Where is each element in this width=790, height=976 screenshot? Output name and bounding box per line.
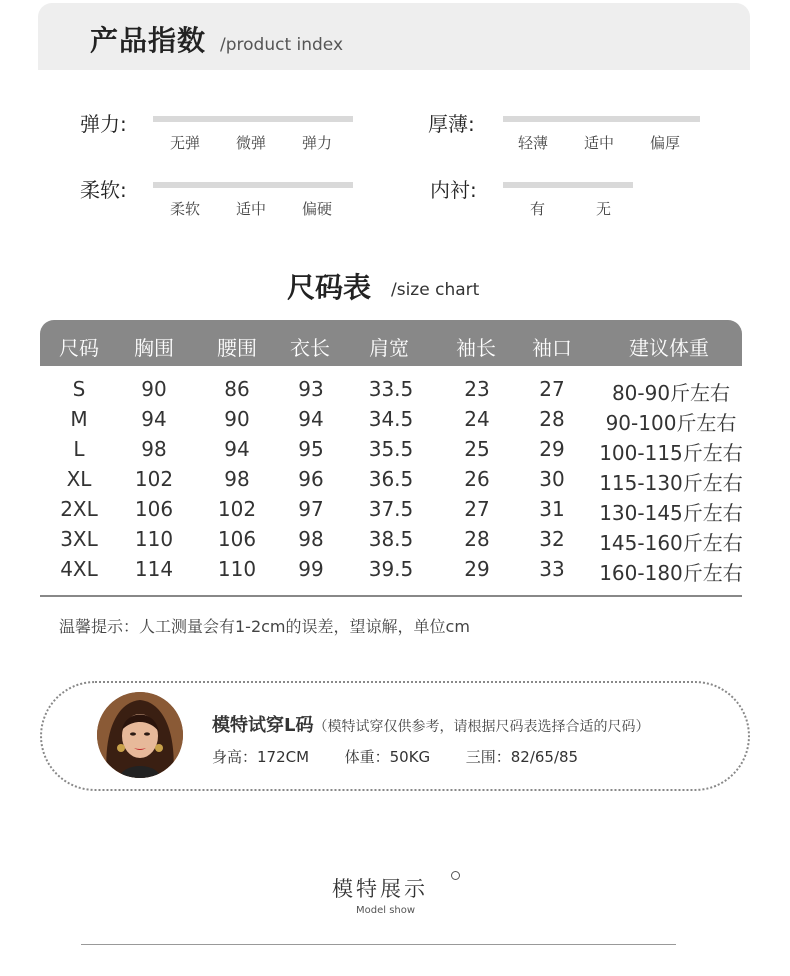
table-cell: 31 — [539, 497, 565, 521]
elasticity-option: 无弹 — [170, 134, 201, 152]
thickness-option: 适中 — [584, 134, 615, 152]
model-height: 身高：172CM — [212, 748, 310, 766]
table-cell: 39.5 — [368, 557, 414, 581]
size-cell: XL — [66, 467, 92, 491]
table-cell: 29 — [539, 437, 565, 461]
size-table-header — [40, 320, 742, 366]
table-cell: 102 — [134, 467, 174, 491]
table-cell: 90 — [141, 377, 167, 401]
table-cell: 98 — [141, 437, 167, 461]
table-cell: 94 — [298, 407, 324, 431]
column-header: 胸围 — [134, 336, 174, 360]
model-avatar — [97, 692, 183, 778]
table-cell: 24 — [464, 407, 490, 431]
model-stats-line — [212, 746, 578, 767]
table-cell: 28 — [464, 527, 490, 551]
table-cell: 94 — [141, 407, 167, 431]
table-cell: 94 — [224, 437, 250, 461]
model-show-title: 模特展示 — [332, 877, 428, 901]
table-cell: 99 — [298, 557, 324, 581]
size-cell: L — [73, 437, 85, 461]
column-header: 衣长 — [290, 336, 330, 360]
table-cell: 160-180斤左右 — [599, 561, 743, 585]
header-band — [38, 3, 750, 70]
column-header: 袖长 — [456, 336, 496, 360]
avatar-image — [97, 692, 183, 778]
section-subtitle: /product index — [220, 35, 344, 55]
size-cell: S — [72, 377, 86, 401]
column-header: 建议体重 — [629, 336, 709, 360]
table-cell: 34.5 — [368, 407, 414, 431]
softness-option: 适中 — [236, 200, 267, 218]
thickness-option: 偏厚 — [650, 134, 681, 152]
table-cell: 36.5 — [368, 467, 414, 491]
softness-option: 柔软 — [170, 200, 201, 218]
table-cell: 33 — [539, 557, 565, 581]
table-cell: 106 — [134, 497, 174, 521]
column-header: 腰围 — [217, 336, 257, 360]
table-cell: 30 — [539, 467, 565, 491]
column-header: 袖口 — [532, 336, 572, 360]
lining-option: 无 — [596, 200, 612, 218]
table-cell: 98 — [224, 467, 250, 491]
table-cell: 93 — [298, 377, 324, 401]
table-cell: 114 — [134, 557, 174, 581]
table-cell: 38.5 — [368, 527, 414, 551]
table-cell: 23 — [464, 377, 490, 401]
table-cell: 28 — [539, 407, 565, 431]
softness-bar — [153, 182, 353, 188]
thickness-option: 轻薄 — [518, 134, 549, 152]
table-cell: 106 — [217, 527, 257, 551]
table-cell: 35.5 — [368, 437, 414, 461]
elasticity-option: 弹力 — [302, 134, 333, 152]
lining-label: 内衬: — [430, 178, 477, 202]
softness-label: 柔软: — [80, 178, 127, 202]
size-cell: 2XL — [60, 497, 98, 521]
model-weight: 体重：50KG — [344, 748, 431, 766]
table-divider — [40, 595, 742, 597]
bottom-divider — [81, 944, 676, 945]
size-chart-subtitle: /size chart — [391, 280, 480, 300]
table-cell: 97 — [298, 497, 324, 521]
softness-option: 偏硬 — [302, 200, 333, 218]
table-cell: 86 — [224, 377, 250, 401]
size-cell: M — [70, 407, 88, 431]
table-cell: 95 — [298, 437, 324, 461]
circle-icon — [451, 871, 460, 880]
model-measurements: 三围：82/65/85 — [465, 748, 579, 766]
table-cell: 110 — [217, 557, 257, 581]
table-cell: 110 — [134, 527, 174, 551]
column-header: 肩宽 — [369, 336, 409, 360]
model-size-main: 模特试穿L码 — [212, 715, 314, 736]
thickness-bar — [503, 116, 700, 122]
lining-bar — [503, 182, 633, 188]
table-cell: 115-130斤左右 — [599, 471, 743, 495]
model-size-note: （模特试穿仅供参考，请根据尺码表选择合适的尺码） — [313, 719, 650, 735]
table-cell: 29 — [464, 557, 490, 581]
size-chart-title: 尺码表 — [287, 271, 372, 304]
table-cell: 100-115斤左右 — [599, 441, 743, 465]
table-cell: 25 — [464, 437, 490, 461]
measurement-note: 温馨提示：人工测量会有1-2cm的误差，望谅解，单位cm — [59, 617, 470, 636]
table-cell: 37.5 — [368, 497, 414, 521]
model-show-subtitle: Model show — [356, 905, 416, 916]
table-cell: 80-90斤左右 — [611, 381, 731, 405]
table-cell: 90-100斤左右 — [605, 411, 737, 435]
table-cell: 102 — [217, 497, 257, 521]
elasticity-label: 弹力: — [80, 112, 127, 136]
table-cell: 26 — [464, 467, 490, 491]
size-cell: 3XL — [60, 527, 98, 551]
elasticity-option: 微弹 — [236, 134, 267, 152]
column-header: 尺码 — [59, 336, 99, 360]
table-cell: 32 — [539, 527, 565, 551]
section-title: 产品指数 — [90, 24, 207, 57]
table-cell: 96 — [298, 467, 324, 491]
model-size-line — [212, 711, 649, 737]
thickness-label: 厚薄: — [428, 112, 475, 136]
table-cell: 98 — [298, 527, 324, 551]
table-cell: 27 — [464, 497, 490, 521]
table-cell: 33.5 — [368, 377, 414, 401]
table-cell: 27 — [539, 377, 565, 401]
size-cell: 4XL — [60, 557, 98, 581]
table-cell: 145-160斤左右 — [599, 531, 743, 555]
elasticity-bar — [153, 116, 353, 122]
lining-option: 有 — [530, 200, 546, 218]
table-cell: 130-145斤左右 — [599, 501, 743, 525]
table-cell: 90 — [224, 407, 250, 431]
